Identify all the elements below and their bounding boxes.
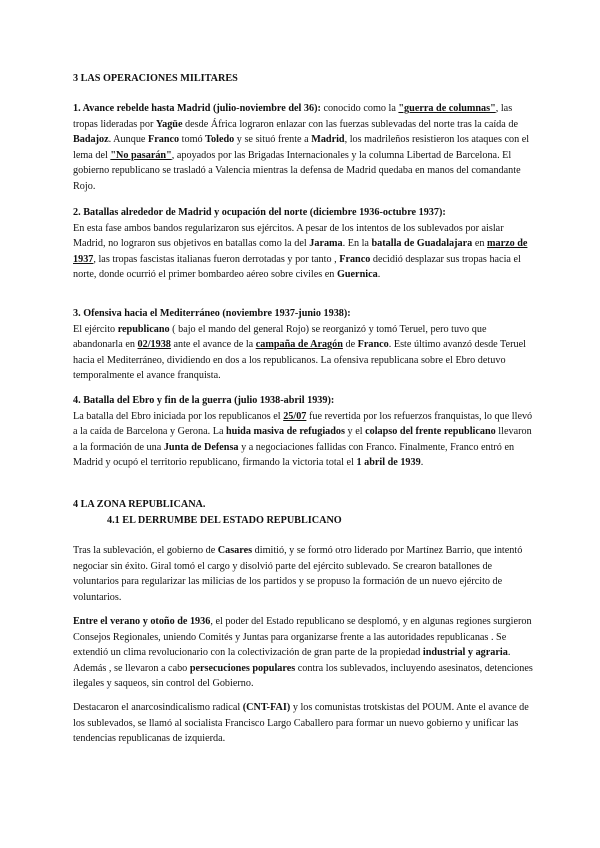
heading-batalla-ebro: 4. Batalla del Ebro y fin de la guerra (julio 1938-abril 1939): [73, 395, 335, 406]
paragraph-derrumbe-estado: Tras la sublevación, el gobierno de Casares dimitió, y se formó otro liderado por Martínez Barrio, que intentó negociar sin éxito. Giral tomó el cargo y disolvió parte del ejército sublevado. Se crearon batallones de voluntarios para regularizar las milicias de los partidos y se propuso la formación de un nuevo ejército de voluntarios. [73, 545, 523, 603]
paragraph-anarcosindicalismo: Destacaron el anarcosindicalismo radical (CNT-FAI) y los comunistas trotskistas del POUM. Ante el avance de los sublevados, se llamó al socialista Francisco Largo Caballero para formar un nuevo gobierno y unificar las tendencias republicanas de izquierda. [73, 702, 529, 745]
section-4-1-subtitle: 4.1 EL DERRUMBE DEL ESTADO REPUBLICANO [107, 515, 342, 526]
term-guerra-columnas: "guerra de columnas" [398, 103, 496, 114]
paragraph-batallas-madrid: 2. Batallas alrededor de Madrid y ocupación del norte (diciembre 1936-octubre 1937): En esta fase ambos bandos regularizaron sus ejércitos. A pesar de los intentos de los sublevados por aislar Madrid, no lograron sus objetivos en batallas como la del Jarama. En la batalla de Guadalajara en marzo de 1937, las tropas fascistas italianas fueron derrotadas y por tanto , Franco decidió desplazar sus tropas hacia el norte, donde ocurrió el primer bombardeo aéreo sobre civiles en Guernica. [73, 207, 528, 281]
heading-ofensiva-mediterraneo: 3. Ofensiva hacia el Mediterráneo (noviembre 1937-junio 1938): [73, 308, 351, 319]
paragraph-ofensiva-mediterraneo: 3. Ofensiva hacia el Mediterráneo (noviembre 1937-junio 1938): El ejército republicano ( bajo el mando del general Rojo) se reorganizó y tomó Teruel, pero tuvo que abandonarla en 02/1938 ante el avance de la campaña de Aragón de Franco. Este último avanzó desde Teruel hacia el Mediterráneo, dividiendo en dos a los republicanos. La ofensiva republicana sobre el Ebro detuvo temporalmente el avance franquista. [73, 308, 526, 382]
paragraph-verano-otono: Entre el verano y otoño de 1936, el poder del Estado republicano se desplomó, y en algunas regiones surgieron Consejos Regionales, uniendo Comités y Juntas para organizarse frente a las autoridades republicanas . Se extendió un clima revolucionario con la colectivización de gran parte de la propiedad industrial y agraria. Además , se llevaron a cabo persecuciones populares contra los sublevados, incluyendo asesinatos, detenciones ilegales y saqueos, sin control del Gobierno. [73, 616, 533, 690]
paragraph-avance-rebelde: 1. Avance rebelde hasta Madrid (julio-noviembre del 36): conocido como la "guerra de columnas", las tropas lideradas por Yagüe desde África lograron enlazar con las fuerzas sublevadas del norte tras la caída de Badajoz. Aunque Franco tomó Toledo y se situó frente a Madrid, los madrileños resistieron los ataques con el lema del "No pasarán", apoyados por las Brigadas Internacionales y la columna Libertad de Barcelona. El gobierno republicano se trasladó a Valencia mientras la defensa de Madrid quedaba en manos del comandante Rojo. [73, 103, 530, 192]
heading-batallas-madrid: 2. Batallas alrededor de Madrid y ocupación del norte (diciembre 1936-octubre 1937): [73, 207, 446, 218]
paragraph-batalla-ebro: 4. Batalla del Ebro y fin de la guerra (julio 1938-abril 1939): La batalla del Ebro iniciada por los republicanos el 25/07 fue revertida por los refuerzos franquistas, lo que llevó a la caída de Barcelona y Gerona. La huida masiva de refugiados y el colapso del frente republicano llevaron a la formación de una Junta de Defensa y a negociaciones fallidas con Franco. Finalmente, Franco entró en Madrid y ocupó el territorio republicano, firmando la victoria total el 1 abril de 1939. [73, 395, 533, 469]
term-no-pasaran: "No pasarán" [110, 149, 172, 161]
heading-avance-rebelde: 1. Avance rebelde hasta Madrid (julio-noviembre del 36): [73, 103, 321, 114]
section-4-title: 4 LA ZONA REPUBLICANA. [73, 499, 206, 510]
section-3-title: 3 LAS OPERACIONES MILITARES [73, 73, 238, 84]
